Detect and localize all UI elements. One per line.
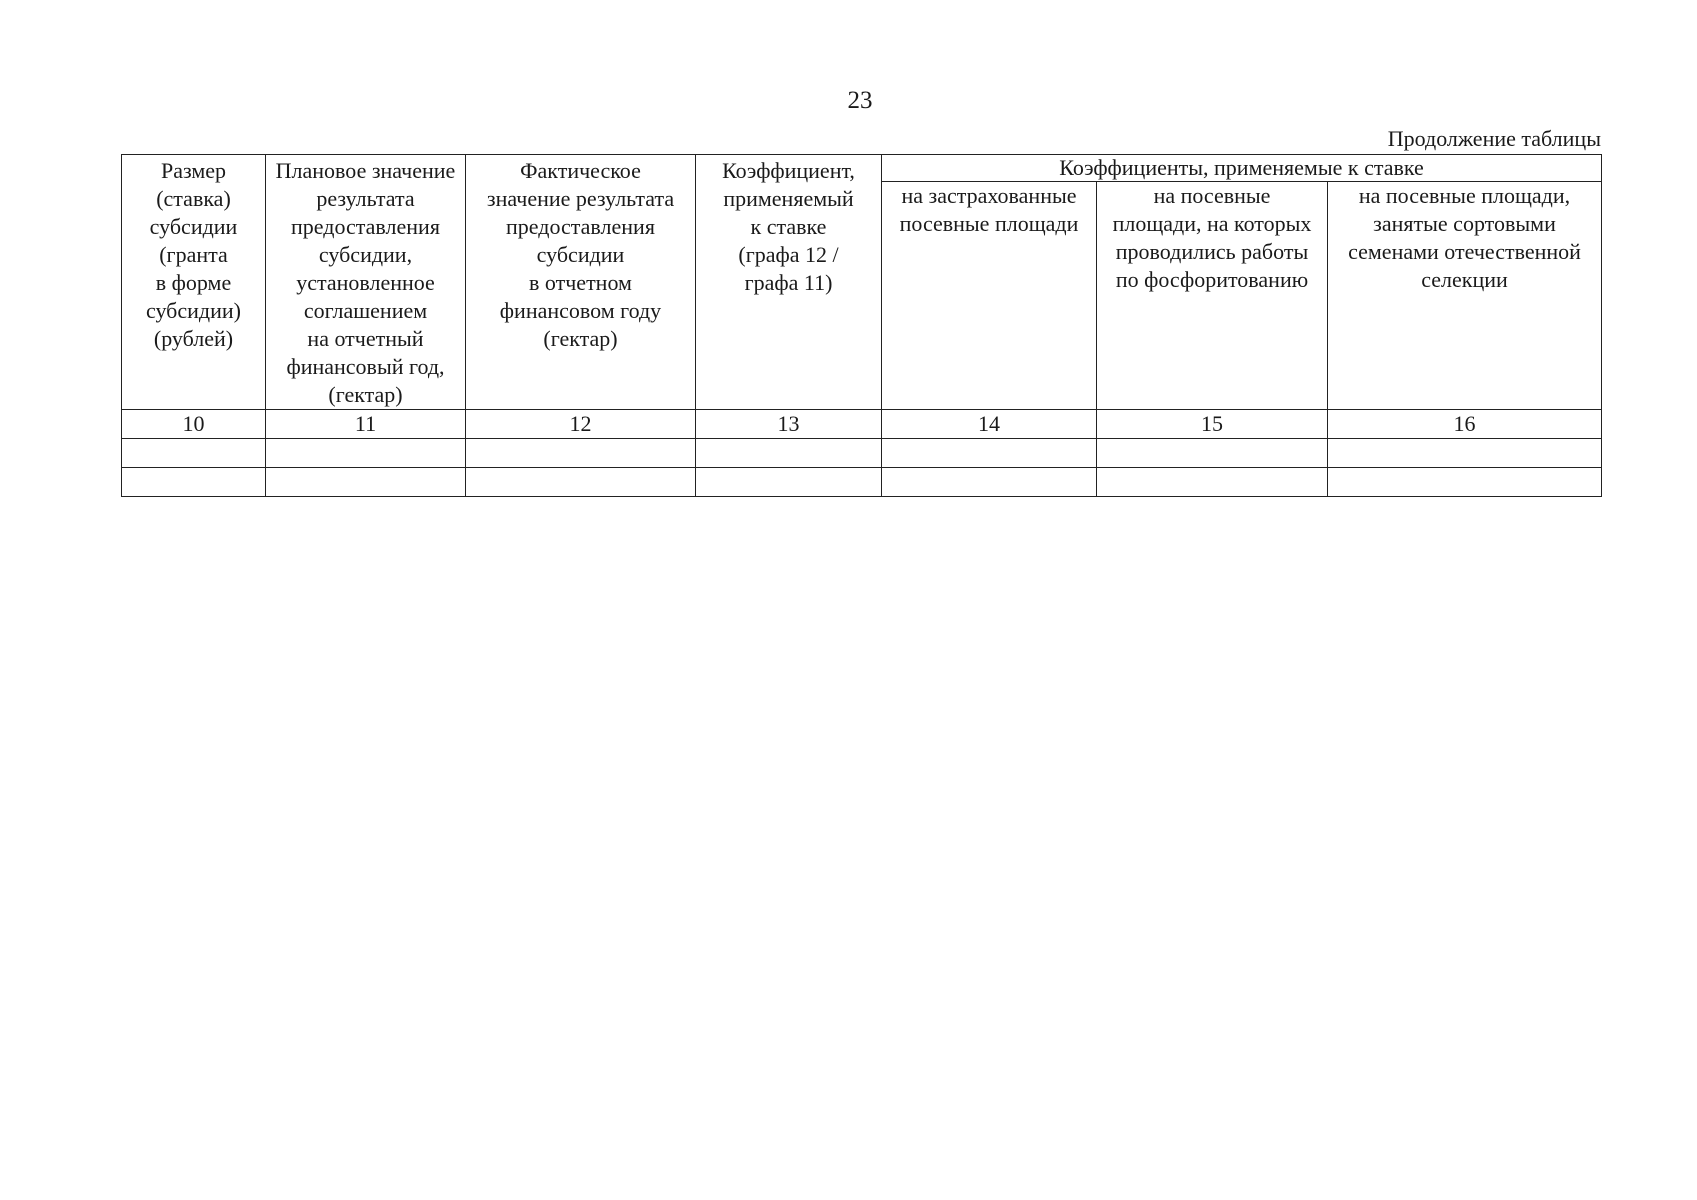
- table-cell: [122, 468, 266, 497]
- column-header-planned-value: Плановое значение результата предоставления субсидии, установленное соглашением на отчетный финансовый год, (гектар): [266, 155, 466, 410]
- column-number-row: [122, 410, 1602, 439]
- table-cell: [122, 439, 266, 468]
- table-continuation-label: Продолжение таблицы: [1387, 126, 1601, 151]
- column-number: 11: [266, 410, 466, 439]
- page-number: 23: [847, 87, 873, 114]
- column-header-subsidy-rate: Размер (ставка) субсидии (гранта в форме субсидии) (рублей): [122, 155, 266, 410]
- column-number: 13: [696, 410, 882, 439]
- table-header-row: [122, 155, 1602, 182]
- table-cell: [466, 439, 696, 468]
- column-header-domestic-seed-areas: на посевные площади, занятые сортовыми семенами отечественной селекции: [1328, 182, 1602, 410]
- group-header-coefficients: Коэффициенты, применяемые к ставке: [882, 155, 1602, 182]
- column-number: 16: [1328, 410, 1602, 439]
- table-cell: [882, 439, 1097, 468]
- table-cell: [266, 468, 466, 497]
- column-number: 14: [882, 410, 1097, 439]
- table-cell: [696, 439, 882, 468]
- table-cell: [266, 439, 466, 468]
- subsidy-table: [121, 154, 1602, 497]
- table-cell: [466, 468, 696, 497]
- table-cell: [1097, 439, 1328, 468]
- column-header-insured-areas: на застрахованные посевные площади: [882, 182, 1097, 410]
- column-number: 10: [122, 410, 266, 439]
- table-cell: [1328, 468, 1602, 497]
- column-number: 12: [466, 410, 696, 439]
- column-number: 15: [1097, 410, 1328, 439]
- table-cell: [882, 468, 1097, 497]
- column-header-coefficient: Коэффициент, применяемый к ставке (графа 12 / графа 11): [696, 155, 882, 410]
- table-cell: [1097, 468, 1328, 497]
- table-cell: [696, 468, 882, 497]
- table-row: [122, 468, 1602, 497]
- table-cell: [1328, 439, 1602, 468]
- column-header-actual-value: Фактическое значение результата предоставления субсидии в отчетном финансовом году (гектар): [466, 155, 696, 410]
- column-header-phosphoritization-areas: на посевные площади, на которых проводились работы по фосфоритованию: [1097, 182, 1328, 410]
- table-row: [122, 439, 1602, 468]
